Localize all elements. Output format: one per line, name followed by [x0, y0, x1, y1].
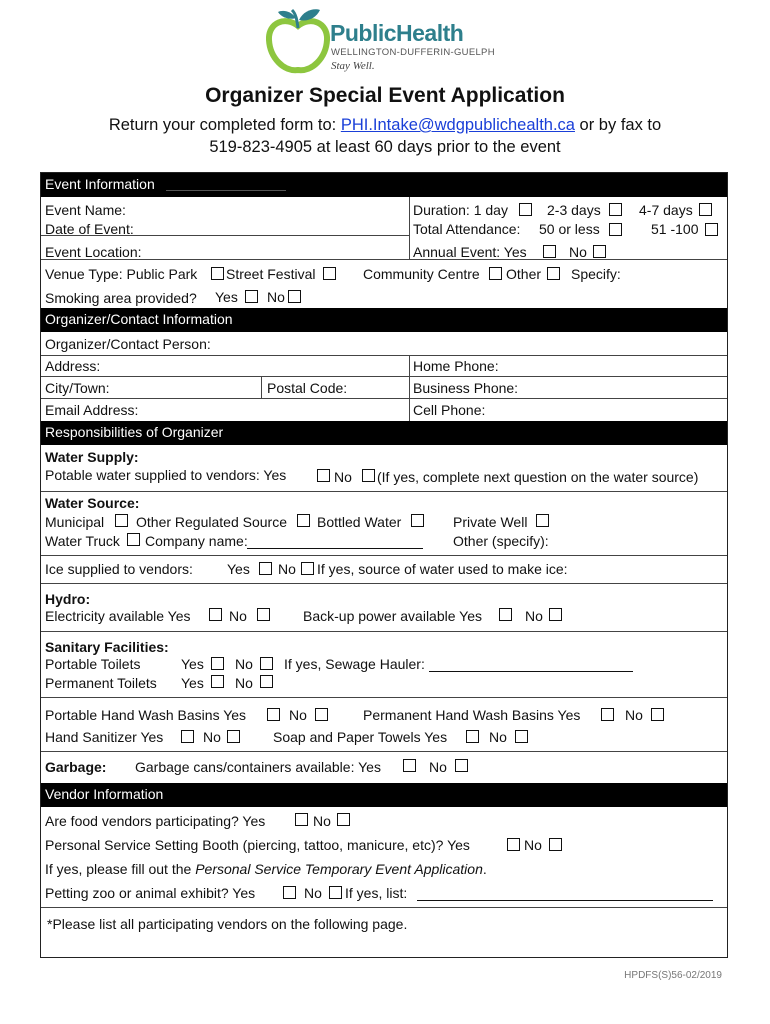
potable-yes-checkbox[interactable]	[317, 469, 330, 482]
attendance-51-100-label: 51 -100	[651, 221, 699, 237]
ice-yes-checkbox[interactable]	[259, 562, 272, 575]
ice-source-note: If yes, source of water used to make ice:	[317, 561, 568, 577]
row-divider	[41, 398, 727, 399]
ice-no-label: No	[278, 561, 296, 577]
other-regulated-checkbox[interactable]	[297, 514, 310, 527]
venue-type-label: Venue Type: Public Park	[45, 266, 198, 282]
logo-tagline: Stay Well.	[331, 60, 375, 72]
portable-toilets-label: Portable Toilets	[45, 656, 141, 672]
garbage-no-label: No	[429, 759, 447, 775]
annual-no-checkbox[interactable]	[593, 245, 606, 258]
soap-towels-label: Soap and Paper Towels Yes	[273, 729, 448, 745]
bottled-water-label: Bottled Water	[317, 514, 402, 530]
row-divider	[41, 697, 727, 698]
garbage-heading: Garbage:	[45, 759, 107, 775]
pss-fill-period: .	[482, 861, 487, 877]
duration-4-7-label: 4-7 days	[639, 202, 693, 218]
sanitary-heading: Sanitary Facilities:	[45, 639, 169, 655]
backup-no-label: No	[525, 608, 543, 624]
portable-hand-wash-no-label: No	[289, 707, 307, 723]
electricity-no-label: No	[229, 608, 247, 624]
vendors-list-note: *Please list all participating vendors on the following page.	[47, 916, 408, 932]
electricity-label: Electricity available Yes	[45, 608, 191, 624]
smoking-no-checkbox[interactable]	[288, 290, 301, 303]
section-title: Event Information	[45, 176, 155, 192]
total-attendance-label: Total Attendance:	[413, 221, 521, 237]
duration-4-7-checkbox[interactable]	[699, 203, 712, 216]
row-divider	[41, 355, 727, 356]
hand-sanitizer-label: Hand Sanitizer Yes	[45, 729, 164, 745]
column-divider	[409, 355, 410, 421]
permanent-hand-wash-yes-checkbox[interactable]	[601, 708, 614, 721]
portable-hand-wash-no-checkbox[interactable]	[315, 708, 328, 721]
ice-yes-label: Yes	[227, 561, 250, 577]
address-label: Address:	[45, 358, 101, 374]
water-truck-label: Water Truck	[45, 533, 120, 549]
pss-booth-no-checkbox[interactable]	[549, 838, 562, 851]
attendance-51-100-checkbox[interactable]	[705, 223, 718, 236]
ice-supplied-label: Ice supplied to vendors:	[45, 561, 193, 577]
permanent-hand-wash-no-checkbox[interactable]	[651, 708, 664, 721]
potable-no-checkbox[interactable]	[362, 469, 375, 482]
community-centre-label: Community Centre	[363, 266, 480, 282]
row-divider	[41, 907, 727, 908]
duration-2-3-checkbox[interactable]	[609, 203, 622, 216]
permanent-toilets-no-label: No	[235, 675, 253, 691]
permanent-toilets-yes-checkbox[interactable]	[211, 675, 224, 688]
backup-power-label: Back-up power available Yes	[303, 608, 483, 624]
event-date-label: Date of Event:	[45, 221, 134, 237]
smoking-yes-label: Yes	[215, 289, 238, 305]
hand-sanitizer-yes-checkbox[interactable]	[181, 730, 194, 743]
row-divider	[41, 376, 727, 377]
municipal-label: Municipal	[45, 514, 105, 530]
bottled-water-checkbox[interactable]	[411, 514, 424, 527]
food-vendors-no-checkbox[interactable]	[337, 813, 350, 826]
petting-zoo-label: Petting zoo or animal exhibit? Yes	[45, 885, 256, 901]
company-name-line[interactable]	[247, 548, 423, 549]
public-health-logo	[266, 6, 496, 76]
other-specify-label: Other (specify):	[453, 533, 549, 549]
email-address-label: Email Address:	[45, 402, 139, 418]
potable-note: (If yes, complete next question on the water source)	[377, 469, 699, 485]
portable-toilets-yes-label: Yes	[181, 656, 204, 672]
row-divider	[41, 631, 727, 632]
portable-hand-wash-yes-checkbox[interactable]	[267, 708, 280, 721]
logo-region: WELLINGTON-DUFFERIN-GUELPH	[331, 47, 495, 58]
row-divider	[41, 751, 727, 752]
potable-water-label: Potable water supplied to vendors: Yes	[45, 467, 287, 483]
potable-no-label: No	[334, 469, 352, 485]
hand-sanitizer-no-checkbox[interactable]	[227, 730, 240, 743]
soap-towels-no-checkbox[interactable]	[515, 730, 528, 743]
pss-booth-yes-checkbox[interactable]	[507, 838, 520, 851]
home-phone-label: Home Phone:	[413, 358, 499, 374]
backup-no-checkbox[interactable]	[549, 608, 562, 621]
petting-zoo-no-checkbox[interactable]	[329, 886, 342, 899]
permanent-hand-wash-no-label: No	[625, 707, 643, 723]
food-vendors-yes-checkbox[interactable]	[295, 813, 308, 826]
section-bar-responsibilities: Responsibilities of Organizer	[41, 421, 727, 445]
company-name-label: Company name:	[145, 533, 248, 549]
duration-label: Duration: 1 day	[413, 202, 508, 218]
soap-towels-no-label: No	[489, 729, 507, 745]
section-bar-vendor-information: Vendor Information	[41, 783, 727, 807]
petting-zoo-list-line[interactable]	[417, 900, 713, 901]
pss-application-title: Personal Service Temporary Event Application	[195, 861, 483, 877]
application-form	[40, 172, 728, 958]
petting-zoo-no-label: No	[304, 885, 322, 901]
water-source-heading: Water Source:	[45, 495, 140, 511]
column-divider	[261, 376, 262, 398]
portable-toilets-no-label: No	[235, 656, 253, 672]
portable-toilets-yes-checkbox[interactable]	[211, 657, 224, 670]
smoking-yes-checkbox[interactable]	[245, 290, 258, 303]
other-regulated-label: Other Regulated Source	[136, 514, 287, 530]
event-location-label: Event Location:	[45, 244, 142, 260]
portable-toilets-no-checkbox[interactable]	[260, 657, 273, 670]
column-divider	[409, 197, 410, 259]
backup-yes-checkbox[interactable]	[499, 608, 512, 621]
water-supply-heading: Water Supply:	[45, 449, 139, 465]
pss-fill-instruction	[45, 861, 487, 877]
pss-fill-text: If yes, please fill out the	[45, 861, 196, 877]
section-bar-contact-information: Organizer/Contact Information	[41, 308, 727, 332]
garbage-yes-checkbox[interactable]	[403, 759, 416, 772]
street-festival-label: Street Festival	[226, 266, 316, 282]
pss-booth-no-label: No	[524, 837, 542, 853]
venue-street-festival-checkbox[interactable]	[323, 267, 336, 280]
city-label: City/Town:	[45, 380, 110, 396]
instructions-text: Return your completed form to:	[108, 116, 341, 134]
row-divider	[41, 491, 727, 492]
sewage-hauler-line[interactable]	[429, 671, 633, 672]
venue-other-checkbox[interactable]	[547, 267, 560, 280]
business-phone-label: Business Phone:	[413, 380, 519, 396]
instructions-line-2: 519-823-4905 at least 60 days prior to the event	[209, 138, 561, 156]
logo-wordmark: PublicHealth	[330, 20, 464, 46]
row-divider	[41, 555, 727, 556]
ice-no-checkbox[interactable]	[301, 562, 314, 575]
permanent-toilets-label: Permanent Toilets	[45, 675, 157, 691]
annual-no-label: No	[569, 244, 587, 260]
event-name-label: Event Name:	[45, 202, 126, 218]
venue-specify-label: Specify:	[571, 266, 621, 282]
venue-community-centre-checkbox[interactable]	[489, 267, 502, 280]
intake-email-link[interactable]: PHI.Intake@wdgpublichealth.ca	[340, 116, 575, 134]
form-code: HPDFS(S)56-02/2019	[624, 970, 722, 981]
smoking-area-label: Smoking area provided?	[45, 290, 197, 306]
pss-booth-label: Personal Service Setting Booth (piercing, tattoo, manicure, etc)? Yes	[45, 837, 470, 853]
permanent-hand-wash-label: Permanent Hand Wash Basins Yes	[363, 707, 581, 723]
soap-towels-yes-checkbox[interactable]	[466, 730, 479, 743]
food-vendors-no-label: No	[313, 813, 331, 829]
venue-public-park-checkbox[interactable]	[211, 267, 224, 280]
annual-yes-checkbox[interactable]	[543, 245, 556, 258]
private-well-label: Private Well	[453, 514, 528, 530]
section-bar-event-information	[41, 173, 727, 197]
row-divider	[41, 583, 727, 584]
duration-2-3-label: 2-3 days	[547, 202, 601, 218]
garbage-label: Garbage cans/containers available: Yes	[135, 759, 381, 775]
apple-logo-icon	[266, 6, 330, 76]
electricity-no-checkbox[interactable]	[257, 608, 270, 621]
petting-zoo-list-label: If yes, list:	[345, 885, 408, 901]
venue-other-label: Other	[506, 266, 542, 282]
electricity-yes-checkbox[interactable]	[209, 608, 222, 621]
permanent-toilets-no-checkbox[interactable]	[260, 675, 273, 688]
attendance-50-checkbox[interactable]	[609, 223, 622, 236]
private-well-checkbox[interactable]	[536, 514, 549, 527]
annual-event-label: Annual Event: Yes	[413, 244, 527, 260]
water-truck-checkbox[interactable]	[127, 533, 140, 546]
cell-phone-label: Cell Phone:	[413, 402, 486, 418]
hand-sanitizer-no-label: No	[203, 729, 221, 745]
page-title: Organizer Special Event Application	[205, 84, 565, 107]
municipal-checkbox[interactable]	[115, 514, 128, 527]
smoking-no-label: No	[267, 289, 285, 305]
permanent-toilets-yes-label: Yes	[181, 675, 204, 691]
postal-code-label: Postal Code:	[267, 380, 348, 396]
portable-hand-wash-label: Portable Hand Wash Basins Yes	[45, 707, 247, 723]
garbage-no-checkbox[interactable]	[455, 759, 468, 772]
duration-1-day-checkbox[interactable]	[519, 203, 532, 216]
instructions-line-1	[0, 116, 770, 135]
bar-divider	[166, 190, 286, 191]
food-vendors-label: Are food vendors participating? Yes	[45, 813, 266, 829]
attendance-50-label: 50 or less	[539, 221, 600, 237]
row-divider	[41, 259, 727, 260]
hydro-heading: Hydro:	[45, 591, 91, 607]
fax-text: or by fax to	[574, 116, 662, 134]
contact-person-label: Organizer/Contact Person:	[45, 336, 211, 352]
petting-zoo-yes-checkbox[interactable]	[283, 886, 296, 899]
sewage-hauler-label: If yes, Sewage Hauler:	[284, 656, 425, 672]
